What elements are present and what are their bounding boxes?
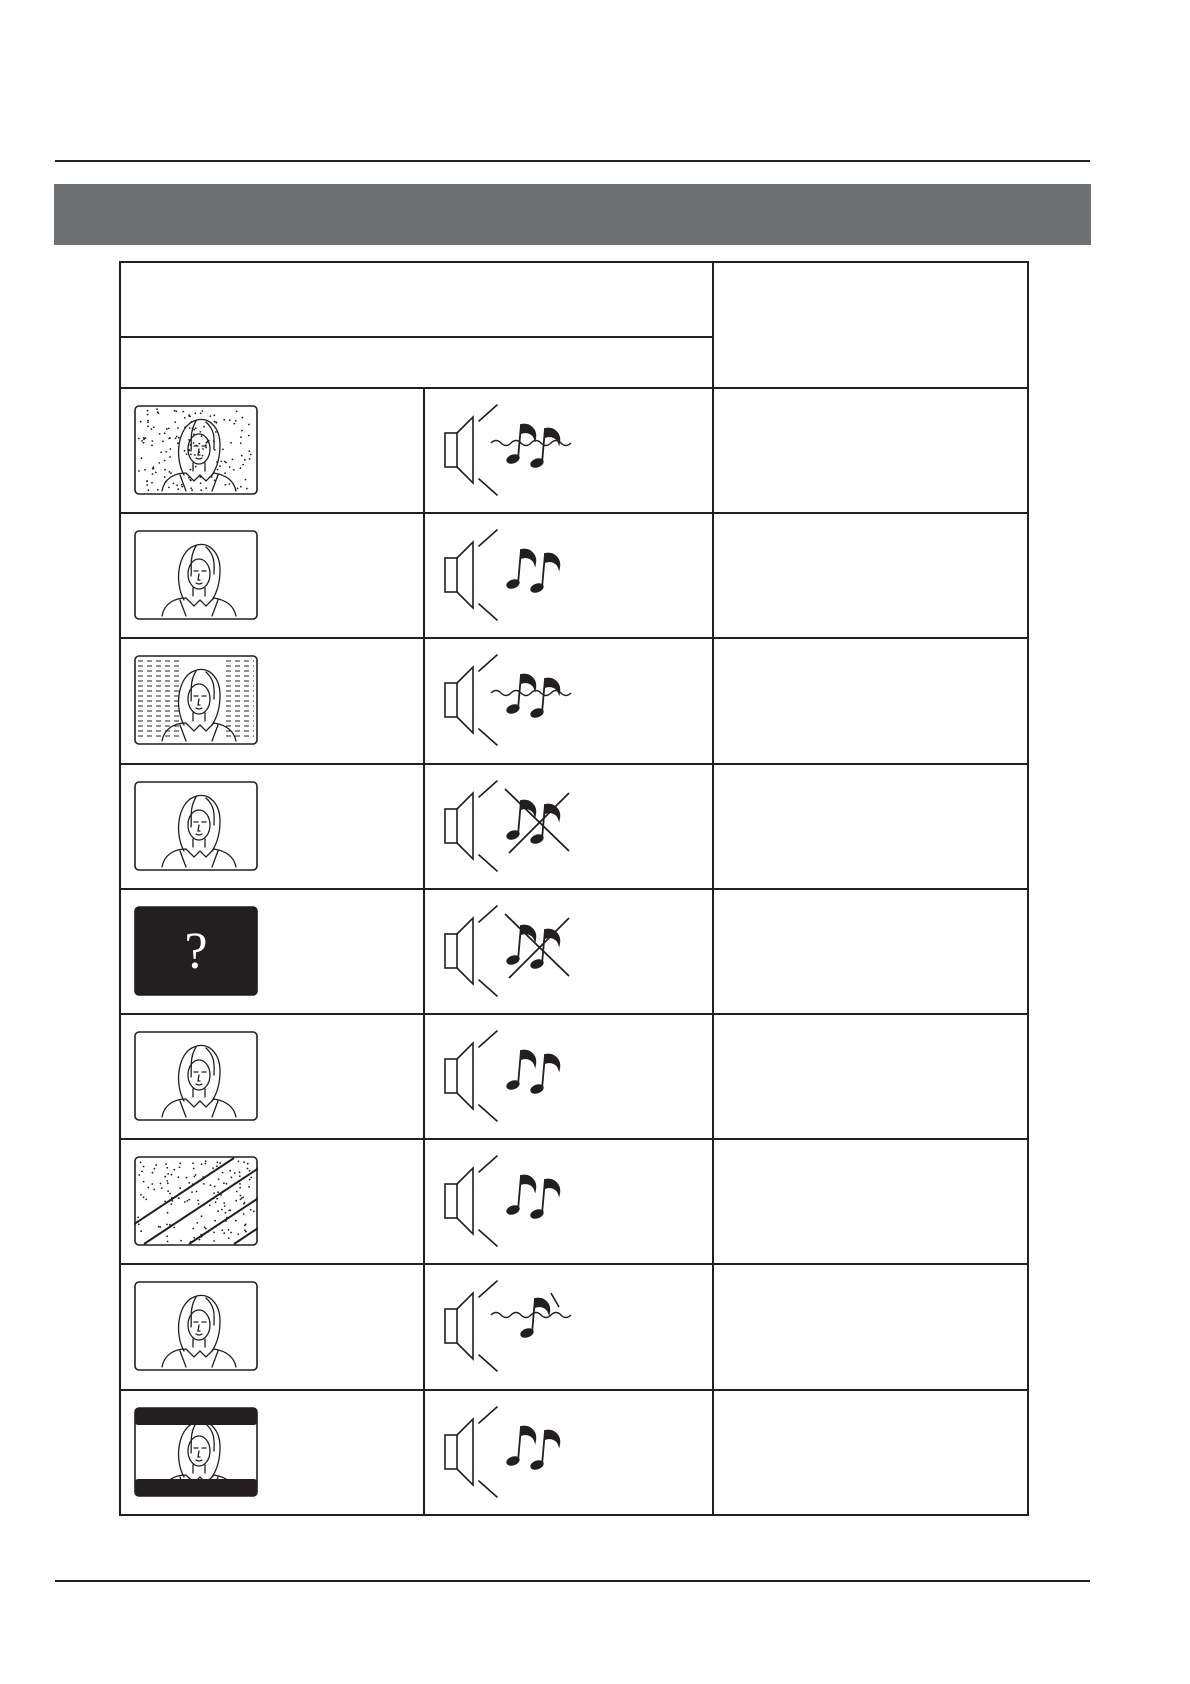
column-divider-sound — [423, 387, 425, 1514]
normal-picture-icon — [134, 781, 258, 871]
remedy-cell — [716, 514, 1026, 635]
diagonal-bars-snow-picture-icon — [134, 1156, 258, 1246]
remedy-cell — [716, 1391, 1026, 1512]
normal-picture-icon — [134, 530, 258, 620]
header-divider — [121, 336, 712, 338]
snowy-picture-icon — [134, 405, 258, 495]
bottom-rule — [55, 1580, 1090, 1582]
normal-picture-icon — [134, 1281, 258, 1371]
remedy-cell — [716, 1140, 1026, 1261]
remedy-cell — [716, 639, 1026, 760]
no-sound-icon — [439, 771, 579, 881]
black-bars-picture-icon — [134, 1407, 258, 1497]
remedy-cell — [716, 765, 1026, 886]
interference-lines-picture-icon — [134, 655, 258, 745]
no-sound-icon — [439, 896, 579, 1006]
remedy-cell — [716, 1265, 1026, 1386]
normal-sound-icon — [439, 1021, 579, 1131]
no-picture-icon — [134, 906, 258, 996]
noisy-sound-icon — [439, 645, 579, 755]
top-rule — [55, 160, 1090, 162]
remedy-cell — [716, 890, 1026, 1011]
normal-sound-icon — [439, 1146, 579, 1256]
section-header-band — [54, 184, 1091, 245]
troubleshooting-table — [119, 261, 1029, 1516]
remedy-cell — [716, 1015, 1026, 1136]
remedy-cell — [716, 389, 1026, 510]
normal-sound-icon — [439, 520, 579, 630]
normal-picture-icon — [134, 1031, 258, 1121]
normal-sound-icon — [439, 1397, 579, 1507]
noisy-sound-icon — [439, 395, 579, 505]
question-mark-glyph: ? — [184, 922, 208, 980]
distorted-sound-icon — [439, 1271, 579, 1381]
